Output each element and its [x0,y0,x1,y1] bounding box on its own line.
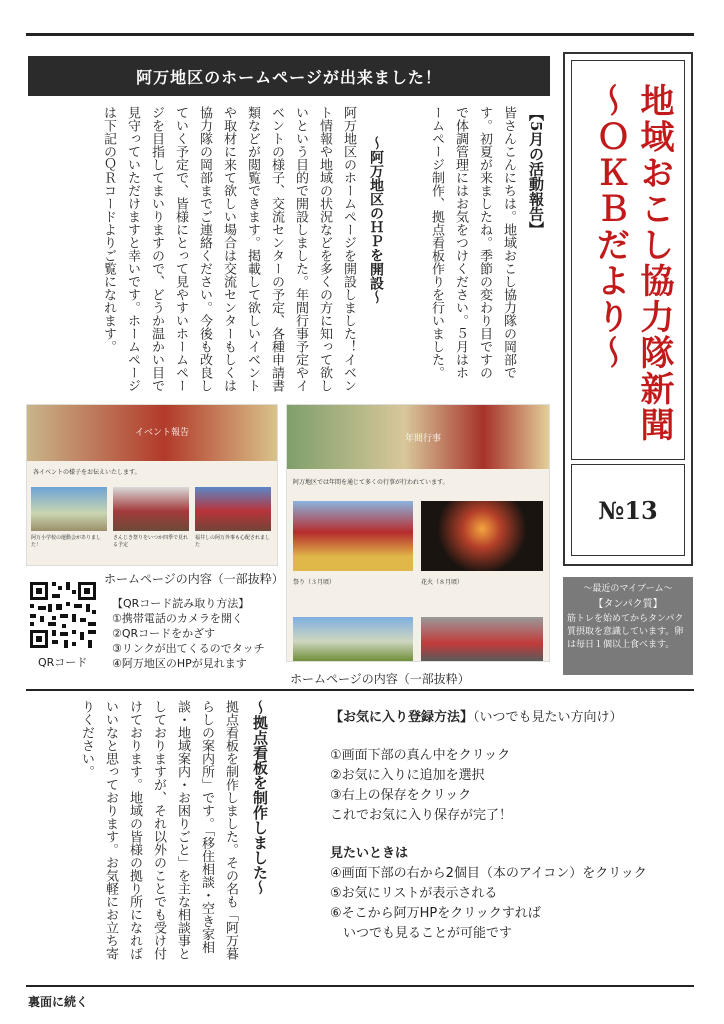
view-step: ④画面下部の右から2個目（本のアイコン）をクリック [330,866,647,881]
annual-hero-label: 年間行事 [405,434,442,444]
event-item-3: 福井しの阿万外事も心配されました [195,535,271,548]
hp-content-caption-2: ホームページの内容（一部抜粋） [290,672,470,686]
masthead-title: 地域おこし協力隊新聞 ～ＯＫＢだより～ [590,83,674,443]
view-step: ⑤お気にリストが表示される [330,886,498,901]
my-boom-box [563,577,693,675]
annual-thumb-building [293,617,413,661]
favorites-step: ③右上の保存をクリック [330,788,472,803]
annual-thumb-fireworks [421,501,543,571]
event-thumb-1 [31,487,107,531]
headline-banner: 阿万地区のホームページが出来ました！ [28,56,550,96]
report-heading: 【5月の活動報告】 [527,106,545,237]
masthead-box [563,52,693,566]
qr-instructions-title: 【QRコード読み取り方法】 [112,597,250,610]
hp-heading: ～阿万地区のＨＰを開設～ [368,136,384,304]
favorites-step: ②お気に入りに追加を選択 [330,768,485,783]
hp-content-caption-1: ホームページの内容（一部抜粋） [104,572,284,586]
signboard-body: 拠点看板を制作しました。その名も「阿万暮らしの案内所」です。「移住相談・空き家相談・地域案内・お困りごと」を主な相談事としておりますが、それ以外のことでも受け付けております。地域の皆様の拠り所になればいいなと思っております。お気軽にお立ち寄りください。 [79,700,238,960]
favorites-section [330,708,694,944]
bottom-rule [26,985,694,987]
annual-thumb-gym [421,617,543,661]
middle-rule [26,689,694,691]
issue-box [571,464,685,556]
annual-sub-text: 阿万地区では年間を通じて多くの行事が行われています。 [293,479,449,486]
qr-step: ①携帯電話のカメラを開く [112,612,243,625]
annual-item-2: 花火（８月頃） [421,579,464,586]
qr-step: ③リンクが出てくるのでタッチ [112,642,265,655]
qr-step: ②QRコードをかざす [112,627,216,640]
event-item-2: さんじき祭りをいつか四季で見れる予定 [113,535,189,548]
hp-screenshot-annual [286,404,550,662]
top-rule [26,33,694,36]
my-boom-name: 【タンパク質】 [593,599,663,610]
favorites-step: これでお気に入り保存が完了！ [330,808,513,823]
view-step: ⑥そこから阿万HPをクリックすれば [330,906,541,921]
my-boom-body: 筋トレを始めてからタンパク質摂取を意識しています。卵は毎日１個以上食べます。 [567,614,684,650]
event-thumb-2 [113,487,189,531]
view-step: いつでも見ることが可能です [330,926,513,941]
favorites-heading-row [330,708,694,728]
qr-label: QRコード [38,656,88,669]
event-thumb-3 [195,487,271,531]
event-hero-label: イベント報告 [135,428,190,438]
qr-code [28,580,98,650]
qr-instructions [112,596,265,671]
favorites-heading: 【お気に入り登録方法】 [330,710,474,725]
annual-thumb-festival [293,501,413,571]
hp-screenshot-events [26,404,278,566]
hp-body: 阿万地区のホームページを開設しました！イベント情報や地域の状況などを多くの方に知って欲しいという目的で開設しました。年間行事予定やイベントの様子、交流センターの予定、各種申請書類などが閲覧できます。掲載して欲しいイベントや取材に来て欲しい場合は交流センターもしくは協力隊の岡部までご連絡ください。今後も改良していく予定で、皆様にとって見やすいホームページを目指してまいりますので、どうか温かい目で見守っていただけますと幸いです。ホームページは下記のＱＲコードよりご覧になれます。 [101,106,356,392]
footer-continued: 裏面に続く [28,995,89,1009]
qr-step: ④阿万地区のHPが見れます [112,657,247,670]
event-sub-text: 各イベントの様子をお伝えいたします。 [33,469,141,476]
favorites-step: ①画面下部の真ん中をクリック [330,748,511,763]
issue-number: №13 [598,495,658,525]
report-intro: 皆さんこんにちは。地域おこし協力隊の岡部です。初夏が来ましたね。季節の変わり目ですので体調管理にはお気をつけください。５月はホームページ制作、拠点看板作りを行いました。 [429,106,516,379]
favorites-heading-note: （いつでも見たい方向け） [473,710,623,725]
masthead-inner-frame [571,60,685,460]
signboard-heading: ～拠点看板を制作しました～ [251,700,269,895]
annual-item-1: 祭り（３月頃） [293,579,336,586]
my-boom-heading: ～最近のマイブーム～ [583,584,673,594]
view-heading: 見たいときは [330,846,409,861]
event-item-1: 阿万小学校の運動会がありました！ [31,535,102,548]
